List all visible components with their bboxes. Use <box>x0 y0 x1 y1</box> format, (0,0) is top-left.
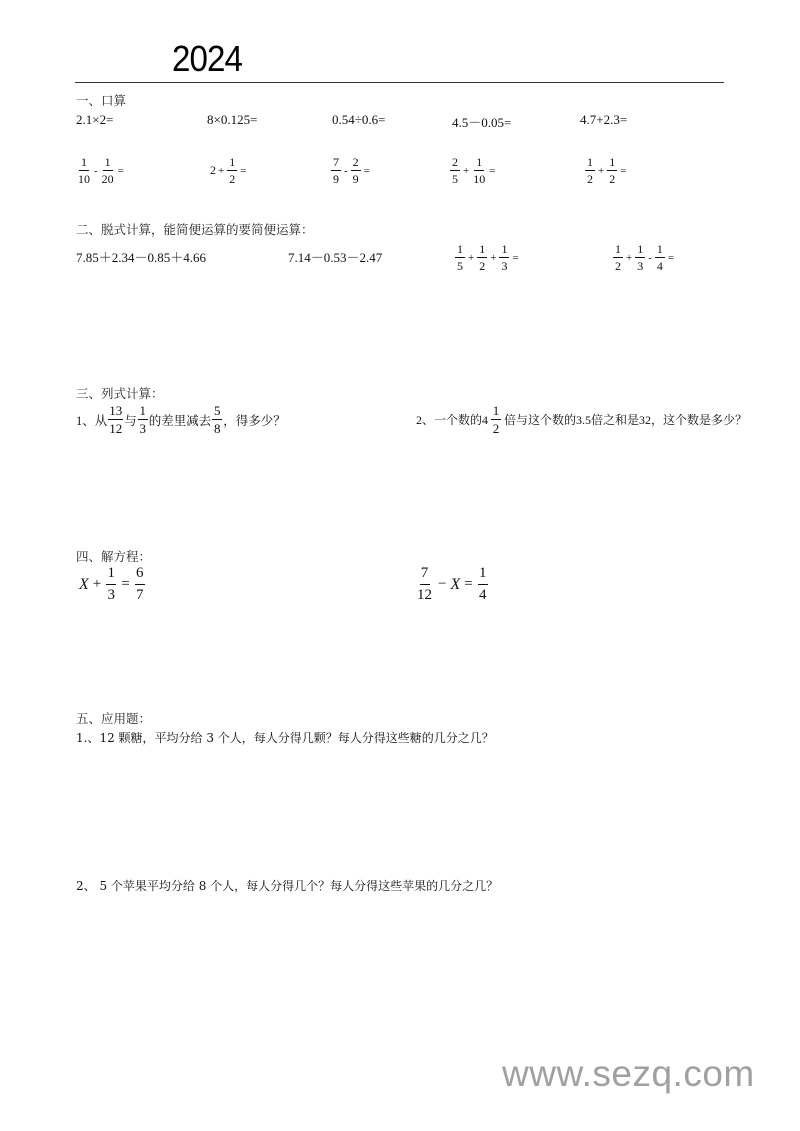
word-problem-2: 2、 5 个苹果平均分给 8 个人，每人分得几个？每人分得这些苹果的几分之几？ <box>76 879 499 893</box>
fraction: $\frac{1}{3}$ <box>107 565 115 603</box>
header-divider <box>75 82 724 83</box>
fraction: $\frac{1}{4}$ <box>478 565 487 603</box>
oral-calc-5: 4.7+2.3= <box>580 112 628 127</box>
fraction: $\frac{6}{7}$ <box>135 565 144 603</box>
section2-heading: 二、脱式计算，能简便运算的要简便运算： <box>76 222 314 237</box>
fraction: $\frac{1}{20}$ <box>101 155 114 186</box>
equation-1: X + $\frac{1}{3}$ = $\frac{6}{7}$ <box>79 565 144 603</box>
oral-frac-1: $\frac{1}{10}$ - $\frac{1}{20}$ = <box>78 155 124 186</box>
fraction: $\frac{5}{8}$ <box>214 403 221 436</box>
equation-2: $\frac{7}{12}$ − X = $\frac{1}{4}$ <box>417 565 487 603</box>
fraction: $\frac{1}{3}$ <box>637 242 644 273</box>
oral-frac-3: $\frac{7}{9}$ - $\frac{2}{9}$ = <box>333 155 370 186</box>
fraction: $\frac{1}{5}$ <box>457 242 463 273</box>
fraction: $\frac{1}{2}$ <box>615 242 621 273</box>
section1-heading: 一、口算 <box>76 93 127 108</box>
fraction: $\frac{13}{12}$ <box>109 403 123 436</box>
fraction: $\frac{1}{10}$ <box>473 155 486 186</box>
fraction: $\frac{1}{3}$ <box>501 242 508 273</box>
fraction: $\frac{1}{2}$ <box>587 155 593 186</box>
fraction: $\frac{2}{5}$ <box>452 155 458 186</box>
stepwise-calc-2: 7.14－0.53－2.47 <box>288 250 383 265</box>
oral-calc-4: 4.5－0.05= <box>452 115 512 130</box>
fraction: $\frac{1}{3}$ <box>139 403 147 436</box>
worksheet-year-title: 2024 <box>172 38 243 79</box>
fraction: $\frac{1}{2}$ <box>609 155 616 186</box>
stepwise-calc-4: $\frac{1}{2}$ + $\frac{1}{3}$ - $\frac{1}{4}$ = <box>615 242 675 273</box>
fraction: $\frac{1}{4}$ <box>656 242 663 273</box>
fraction: $\frac{7}{12}$ <box>417 565 432 603</box>
oral-frac-2: 2 + $\frac{1}{2}$ = <box>210 155 247 186</box>
oral-frac-5: $\frac{1}{2}$ + $\frac{1}{2}$ = <box>587 155 627 186</box>
section3-heading: 三、列式计算： <box>76 386 164 401</box>
fraction: $\frac{1}{2}$ <box>229 155 236 186</box>
word-calc-q2: 2、一个数的4 $\frac{1}{2}$ 倍与这个数的3.5倍之和是32，这个数是多少？ <box>416 403 748 436</box>
section5-heading: 五、应用题： <box>76 711 152 726</box>
stepwise-calc-3: $\frac{1}{5}$ + $\frac{1}{2}$ + $\frac{1}{3}$ = <box>457 242 519 273</box>
fraction: $\frac{1}{2}$ <box>492 403 500 436</box>
oral-calc-1: 2.1×2= <box>76 112 114 127</box>
fraction: $\frac{2}{9}$ <box>352 155 359 186</box>
oral-calc-3: 0.54÷0.6= <box>332 112 386 127</box>
oral-calc-2: 8×0.125= <box>207 112 258 127</box>
section4-heading: 四、解方程： <box>76 549 152 564</box>
word-calc-q1: 1、从 $\frac{13}{12}$ 与 $\frac{1}{3}$ 的差里减去 $\frac{5}{8}$ ，得多少？ <box>76 403 286 436</box>
site-watermark: www.sezq.com <box>502 1053 755 1094</box>
word-problem-1: 1.、12 颗糖，平均分给 3 个人，每人分得几颗？每人分得这些糖的几分之几？ <box>76 731 494 745</box>
fraction: $\frac{1}{2}$ <box>479 242 486 273</box>
stepwise-calc-1: 7.85＋2.34－0.85＋4.66 <box>76 250 207 265</box>
fraction: $\frac{1}{10}$ <box>78 155 90 186</box>
fraction: $\frac{7}{9}$ <box>333 155 339 186</box>
oral-frac-4: $\frac{2}{5}$ + $\frac{1}{10}$ = <box>452 155 496 186</box>
